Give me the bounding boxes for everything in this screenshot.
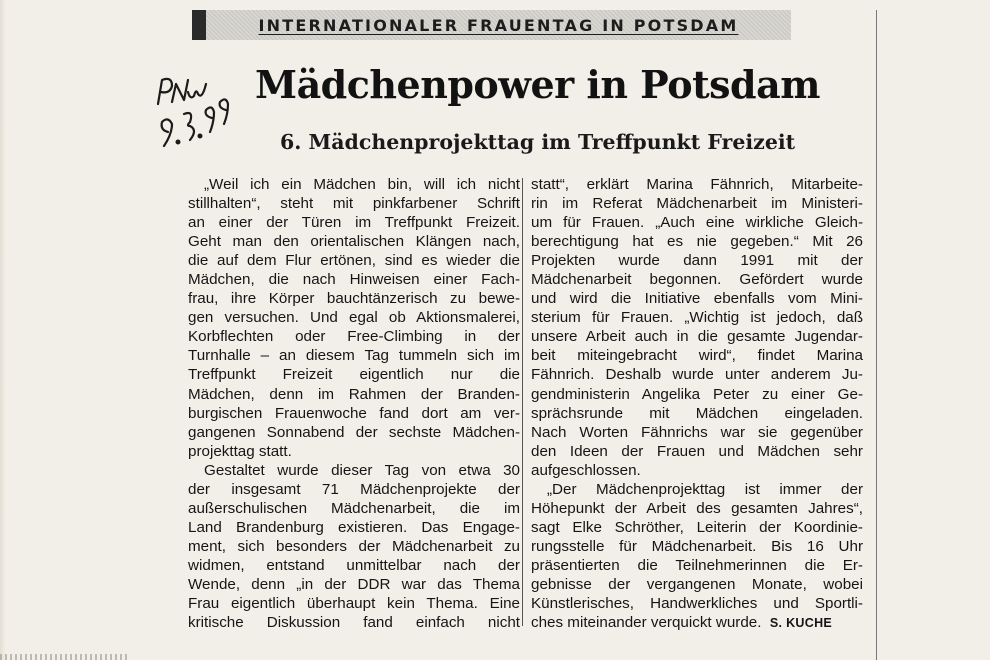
section-header-bar (192, 10, 206, 40)
text-line: sprächsrunde mit Mädchen eingeladen. (531, 404, 863, 422)
text-line: rungsstelle für Mädchenarbeit. Bis 16 Uhr (531, 537, 863, 555)
article-column-left (188, 175, 520, 632)
text-line: Nach Worten Fähnrichs war sie gegenüber (531, 423, 863, 441)
subheadline: 6. Mädchenprojekttag im Treffpunkt Freizeit (280, 130, 796, 154)
text-line: projekttag statt. (188, 442, 292, 460)
text-line: Wende, denn „in der DDR war das Thema (188, 575, 520, 593)
text-line: außerschulischen Mädchenarbeit, die im (188, 499, 520, 517)
text-line: Fähnrich. Deshalb wurde unter anderem Ju- (531, 366, 863, 384)
article-column-right (531, 175, 863, 633)
text-line: präsentierten die Teilnehmerinnen die Er- (531, 556, 863, 574)
column-divider (522, 178, 523, 626)
text-line: Treffpunkt Freizeit eigentlich nur die (188, 366, 520, 384)
text-line: Höhepunkt der Arbeit des gesamten Jahres“, (531, 499, 863, 517)
text-line: frau, ihre Körper bauchtänzerisch zu bewe- (188, 290, 520, 308)
text-line: Künstlerisches, Handwerkliches und Sportli- (531, 595, 863, 613)
column-divider-right (876, 10, 877, 660)
text-line: beit miteingebracht wird“, findet Marina (531, 347, 863, 365)
handwritten-annotation (150, 70, 245, 165)
text-line: Korbflechten oder Free-Climbing in der (188, 328, 520, 346)
text-line: rin im Referat Mädchenarbeit im Ministeri- (531, 195, 863, 213)
text-line: kritische Diskussion fand einfach nicht (188, 614, 520, 632)
text-line: widmen, entstand unmittelbar nach der (188, 556, 520, 574)
text-line: berechtigung hat es nie gegeben.“ Mit 26 (531, 233, 863, 251)
paragraph (531, 480, 863, 633)
text-line: und wird die Initiative ebenfalls vom Mini- (531, 290, 863, 308)
text-line: unsere Arbeit auch in die gesamte Jugendar- (531, 328, 863, 346)
paragraph (188, 175, 520, 461)
text-line: Mädchenarbeit begonnen. Gefördert wurde (531, 271, 863, 289)
page-edge (0, 0, 6, 660)
text-line: „Weil ich ein Mädchen bin, will ich nicht (204, 176, 520, 193)
text-line: Gestaltet wurde dieser Tag von etwa 30 (204, 461, 520, 479)
text-line: burgischen Frauenwoche fand dort am ver- (188, 404, 520, 422)
text-line: Land Brandenburg existieren. Das Engage- (188, 518, 520, 536)
text-line: die auf dem Flur ertönen, sind es wieder die (188, 252, 520, 270)
scan-edge (0, 654, 130, 660)
text-line: um für Frauen. „Auch eine wirkliche Gleich- (531, 214, 863, 232)
text-line: Turnhalle – an diesem Tag tummeln sich im (188, 347, 520, 365)
author-byline: S. KUCHE (769, 616, 833, 631)
text-line: sterium für Frauen. „Wichtig ist jedoch, daß (531, 309, 863, 327)
text-line: Mädchen, denn im Rahmen der Branden- (188, 385, 520, 403)
text-line: „Der Mädchenprojekttag ist immer der (547, 480, 863, 498)
text-line: statt“, erklärt Marina Fähnrich, Mitarbeite- (531, 176, 863, 193)
paragraph (188, 461, 520, 632)
text-line (531, 613, 863, 633)
text-line: stillhalten“, steht mit pinkfarbener Schrift (188, 195, 520, 213)
text-line-content: ches miteinander verquickt wurde. (531, 614, 762, 632)
text-line: der insgesamt 71 Mädchenprojekte der (188, 480, 520, 498)
text-line: gendministerin Angelika Peter zu einer Ge- (531, 385, 863, 403)
paragraph (531, 175, 863, 480)
text-line: ment, sich besonders der Mädchenarbeit zu (188, 537, 520, 555)
section-header-label: INTERNATIONALER FRAUENTAG IN POTSDAM (258, 15, 739, 35)
text-line: den Ideen der Frauen und Mädchen sehr (531, 442, 863, 460)
text-line: gen versuchen. Und egal ob Aktionsmalerei, (188, 309, 520, 327)
text-line: gangenen Sonnabend der sechste Mädchen- (188, 423, 520, 441)
text-line: aufgeschlossen. (531, 461, 641, 479)
text-line: Projekten wurde dann 1991 mit der (531, 252, 863, 270)
text-line: Frau eigentlich überhaupt kein Thema. Eine (188, 595, 520, 613)
text-line: sagt Elke Schröther, Leiterin der Koordinie- (531, 518, 863, 536)
text-line: gebnisse der vergangenen Monate, wobei (531, 575, 863, 593)
section-header (192, 10, 791, 40)
handwritten-date-mark (150, 70, 245, 165)
text-line: Mädchen, die nach Hinweisen einer Fach- (188, 271, 520, 289)
text-line: Geht man den orientalischen Klängen nach, (188, 233, 520, 251)
headline: Mädchenpower in Potsdam (255, 62, 820, 107)
text-line: an einer der Türen im Treffpunkt Freizeit. (188, 214, 520, 232)
